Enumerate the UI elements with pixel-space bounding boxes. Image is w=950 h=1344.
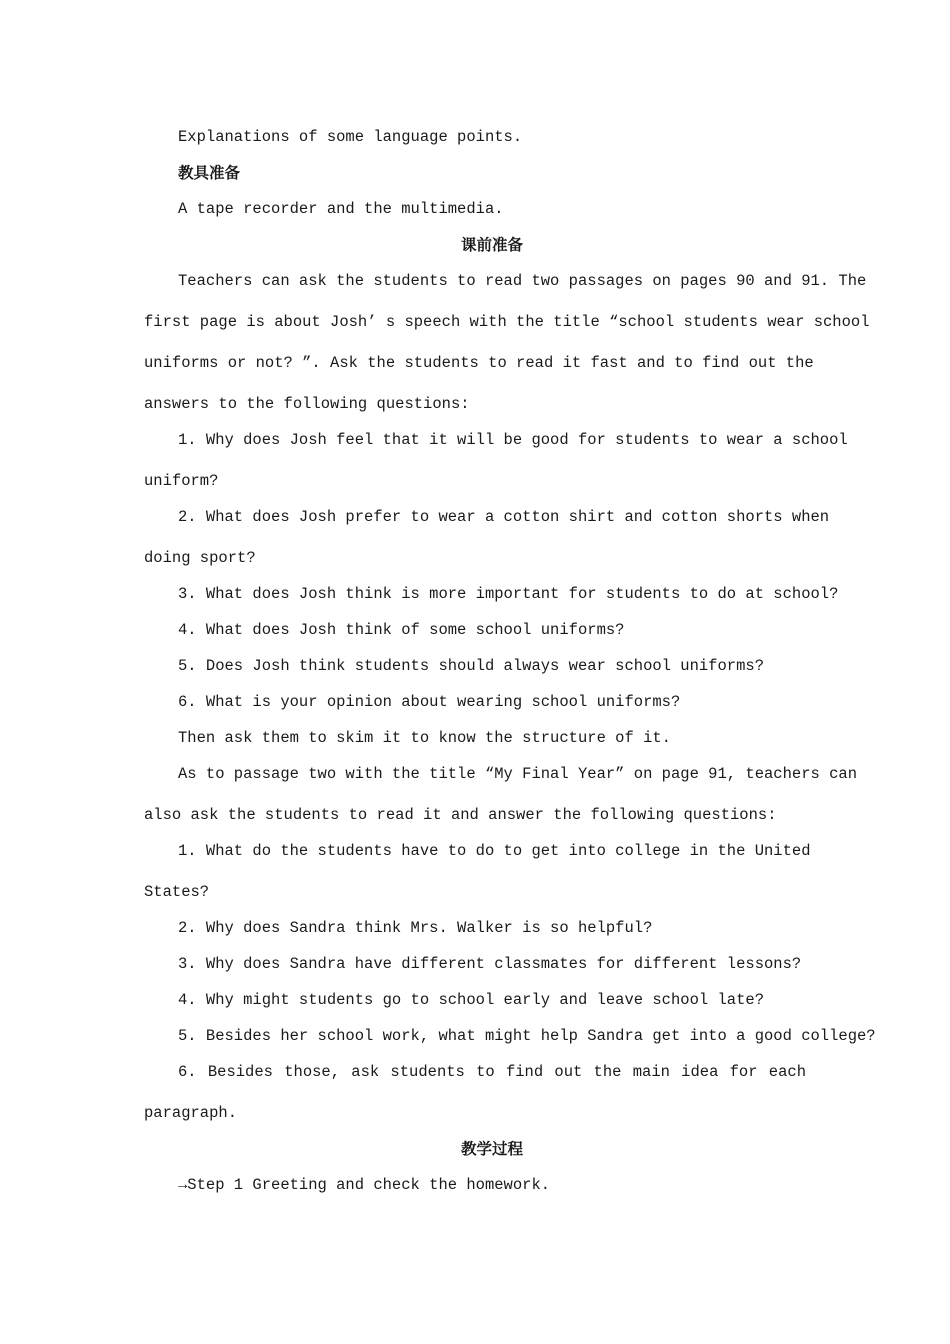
paragraph-line: Then ask them to skim it to know the structure of it. <box>178 729 671 747</box>
question-item-continued: doing sport? <box>144 549 256 567</box>
teaching-tools-line: A tape recorder and the multimedia. <box>178 200 504 218</box>
question-item: 4. Why might students go to school early and leave school late? <box>178 991 764 1009</box>
paragraph-line: uniforms or not? ”. Ask the students to read it fast and to find out the <box>144 354 814 372</box>
question-item-continued: uniform? <box>144 472 219 490</box>
paragraph-line: first page is about Josh’ s speech with the title “school students wear school <box>144 313 870 331</box>
question-item: 5. Does Josh think students should always wear school uniforms? <box>178 657 764 675</box>
question-item: 5. Besides her school work, what might help Sandra get into a good college? <box>178 1027 876 1045</box>
question-item: 4. What does Josh think of some school uniforms? <box>178 621 625 639</box>
question-item: 2. Why does Sandra think Mrs. Walker is so helpful? <box>178 919 653 937</box>
paragraph-line: answers to the following questions: <box>144 395 470 413</box>
paragraph-line: Teachers can ask the students to read two passages on pages 90 and 91. The <box>178 272 867 290</box>
question-item: 1. Why does Josh feel that it will be good for students to wear a school <box>178 431 848 449</box>
question-item: 1. What do the students have to do to get into college in the United <box>178 842 811 860</box>
step-line: →Step 1 Greeting and check the homework. <box>178 1176 551 1194</box>
question-item: 3. What does Josh think is more important for students to do at school? <box>178 585 839 603</box>
question-item: 3. Why does Sandra have different classmates for different lessons? <box>178 955 802 973</box>
question-item: 6. What is your opinion about wearing school uniforms? <box>178 693 681 711</box>
paragraph-line: also ask the students to read it and answer the following questions: <box>144 806 777 824</box>
question-item-continued: paragraph. <box>144 1104 238 1122</box>
question-item: 6. Besides those, ask students to find out the main idea for each <box>178 1063 806 1081</box>
section-heading-teaching-process: 教学过程 <box>460 1140 523 1158</box>
section-heading-teaching-tools: 教具准备 <box>178 164 241 182</box>
paragraph-line: As to passage two with the title “My Final Year” on page 91, teachers can <box>178 765 858 783</box>
question-item-continued: States? <box>144 883 210 901</box>
question-item: 2. What does Josh prefer to wear a cotton shirt and cotton shorts when <box>178 508 830 526</box>
language-points-line: Explanations of some language points. <box>178 128 523 146</box>
section-heading-preparation: 课前准备 <box>460 236 523 254</box>
